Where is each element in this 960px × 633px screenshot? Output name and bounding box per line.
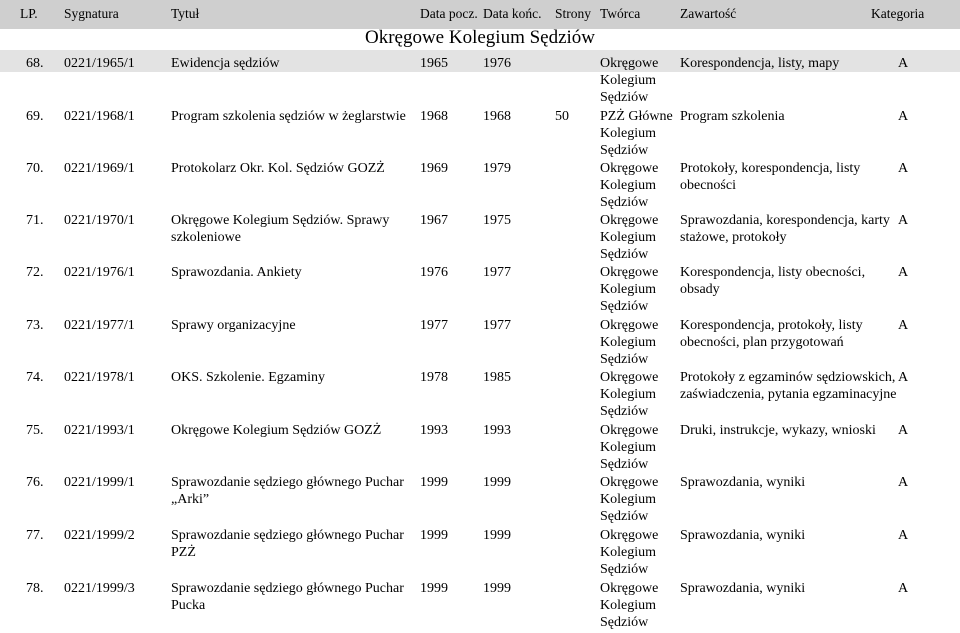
cell-zawartosc: Sprawozdania, wyniki bbox=[680, 528, 806, 543]
cell-data-konc: 1979 bbox=[483, 161, 511, 176]
cell-kategoria: A bbox=[898, 423, 909, 438]
cell-tworca: Okręgowe Kolegium Sędziów bbox=[600, 161, 659, 210]
cell-sygnatura: 0221/1970/1 bbox=[64, 213, 135, 228]
cell-data-pocz: 1999 bbox=[420, 528, 448, 543]
cell-tworca: Okręgowe Kolegium Sędziów bbox=[600, 213, 659, 262]
cell-tytul: Sprawozdanie sędziego głównego Puchar PZŻ bbox=[171, 528, 404, 560]
cell-zawartosc: Korespondencja, protokoły, listy obecności, plan przygotowań bbox=[680, 318, 863, 350]
cell-lp: 70. bbox=[26, 161, 44, 176]
cell-tworca: Okręgowe Kolegium Sędziów bbox=[600, 370, 659, 419]
cell-tworca: Okręgowe Kolegium Sędziów bbox=[600, 265, 659, 314]
col-data-pocz: Data pocz. bbox=[420, 6, 478, 21]
cell-kategoria: A bbox=[898, 56, 909, 71]
cell-tytul: Okręgowe Kolegium Sędziów GOZŻ bbox=[171, 423, 382, 438]
cell-sygnatura: 0221/1965/1 bbox=[64, 56, 135, 71]
cell-zawartosc: Protokoły z egzaminów sędziowskich, zaświadczenia, pytania egzaminacyjne bbox=[680, 370, 897, 402]
cell-data-konc: 1975 bbox=[483, 213, 511, 228]
cell-lp: 71. bbox=[26, 213, 44, 228]
cell-kategoria: A bbox=[898, 265, 909, 280]
cell-tworca: Okręgowe Kolegium Sędziów bbox=[600, 528, 659, 577]
cell-lp: 78. bbox=[26, 581, 44, 596]
cell-data-pocz: 1999 bbox=[420, 475, 448, 490]
cell-tytul: Okręgowe Kolegium Sędziów. Sprawy szkoleniowe bbox=[171, 213, 390, 245]
cell-data-konc: 1999 bbox=[483, 581, 511, 596]
cell-zawartosc: Sprawozdania, wyniki bbox=[680, 581, 806, 596]
cell-sygnatura: 0221/1999/1 bbox=[64, 475, 135, 490]
cell-data-pocz: 1965 bbox=[420, 56, 448, 71]
cell-data-pocz: 1999 bbox=[420, 581, 448, 596]
cell-data-pocz: 1976 bbox=[420, 265, 448, 280]
cell-data-konc: 1977 bbox=[483, 265, 511, 280]
cell-kategoria: A bbox=[898, 581, 909, 596]
cell-data-pocz: 1993 bbox=[420, 423, 448, 438]
cell-lp: 76. bbox=[26, 475, 44, 490]
cell-lp: 74. bbox=[26, 370, 44, 385]
cell-kategoria: A bbox=[898, 318, 909, 333]
col-zawartosc: Zawartość bbox=[680, 6, 737, 21]
cell-data-konc: 1976 bbox=[483, 56, 511, 71]
cell-data-konc: 1977 bbox=[483, 318, 511, 333]
cell-tworca: Okręgowe Kolegium Sędziów bbox=[600, 318, 659, 367]
cell-zawartosc: Druki, instrukcje, wykazy, wnioski bbox=[680, 423, 876, 438]
cell-tworca: Okręgowe Kolegium Sędziów bbox=[600, 581, 659, 630]
cell-zawartosc: Sprawozdania, korespondencja, karty stażowe, protokoły bbox=[680, 213, 890, 245]
cell-lp: 75. bbox=[26, 423, 44, 438]
col-lp: LP. bbox=[20, 6, 38, 21]
cell-sygnatura: 0221/1978/1 bbox=[64, 370, 135, 385]
cell-data-pocz: 1967 bbox=[420, 213, 448, 228]
cell-zawartosc: Program szkolenia bbox=[680, 109, 785, 124]
cell-tytul: Sprawozdanie sędziego głównego Puchar „Arki” bbox=[171, 475, 404, 507]
cell-sygnatura: 0221/1969/1 bbox=[64, 161, 135, 176]
cell-tytul: Sprawy organizacyjne bbox=[171, 318, 296, 333]
cell-lp: 68. bbox=[26, 56, 44, 71]
cell-sygnatura: 0221/1993/1 bbox=[64, 423, 135, 438]
cell-kategoria: A bbox=[898, 213, 909, 228]
cell-kategoria: A bbox=[898, 109, 909, 124]
cell-sygnatura: 0221/1977/1 bbox=[64, 318, 135, 333]
col-kategoria: Kategoria bbox=[871, 6, 925, 21]
col-data-konc: Data końc. bbox=[483, 6, 542, 21]
col-tworca: Twórca bbox=[600, 6, 641, 21]
section-title: Okręgowe Kolegium Sędziów bbox=[364, 27, 596, 48]
cell-tworca: PZŻ Główne Kolegium Sędziów bbox=[600, 109, 673, 158]
cell-tytul: OKS. Szkolenie. Egzaminy bbox=[171, 370, 325, 385]
cell-tytul: Ewidencja sędziów bbox=[171, 56, 280, 71]
cell-zawartosc: Korespondencja, listy obecności, obsady bbox=[680, 265, 866, 297]
cell-zawartosc: Protokoły, korespondencja, listy obecności bbox=[680, 161, 861, 193]
cell-tworca: Okręgowe Kolegium Sędziów bbox=[600, 56, 659, 105]
cell-data-konc: 1999 bbox=[483, 475, 511, 490]
cell-tytul: Protokolarz Okr. Kol. Sędziów GOZŻ bbox=[171, 161, 385, 176]
cell-data-konc: 1993 bbox=[483, 423, 511, 438]
cell-data-pocz: 1968 bbox=[420, 109, 448, 124]
cell-kategoria: A bbox=[898, 161, 909, 176]
col-strony: Strony bbox=[555, 6, 592, 21]
cell-kategoria: A bbox=[898, 475, 909, 490]
cell-data-konc: 1968 bbox=[483, 109, 511, 124]
cell-tworca: Okręgowe Kolegium Sędziów bbox=[600, 423, 659, 472]
cell-lp: 73. bbox=[26, 318, 44, 333]
cell-sygnatura: 0221/1968/1 bbox=[64, 109, 135, 124]
cell-sygnatura: 0221/1999/2 bbox=[64, 528, 135, 543]
cell-tytul: Sprawozdania. Ankiety bbox=[171, 265, 302, 280]
cell-tworca: Okręgowe Kolegium Sędziów bbox=[600, 475, 659, 524]
cell-data-pocz: 1977 bbox=[420, 318, 448, 333]
cell-data-pocz: 1969 bbox=[420, 161, 448, 176]
cell-zawartosc: Korespondencja, listy, mapy bbox=[680, 56, 840, 71]
cell-lp: 72. bbox=[26, 265, 44, 280]
cell-kategoria: A bbox=[898, 528, 909, 543]
cell-tytul: Sprawozdanie sędziego głównego Puchar Pucka bbox=[171, 581, 404, 613]
cell-data-pocz: 1978 bbox=[420, 370, 448, 385]
table-header bbox=[0, 0, 960, 29]
cell-kategoria: A bbox=[898, 370, 909, 385]
cell-sygnatura: 0221/1999/3 bbox=[64, 581, 135, 596]
col-sygnatura: Sygnatura bbox=[64, 6, 119, 21]
cell-lp: 77. bbox=[26, 528, 44, 543]
col-tytul: Tytuł bbox=[171, 6, 200, 21]
cell-sygnatura: 0221/1976/1 bbox=[64, 265, 135, 280]
cell-lp: 69. bbox=[26, 109, 44, 124]
cell-data-konc: 1999 bbox=[483, 528, 511, 543]
cell-data-konc: 1985 bbox=[483, 370, 511, 385]
cell-tytul: Program szkolenia sędziów w żeglarstwie bbox=[171, 109, 406, 124]
cell-zawartosc: Sprawozdania, wyniki bbox=[680, 475, 806, 490]
cell-strony: 50 bbox=[555, 109, 569, 124]
